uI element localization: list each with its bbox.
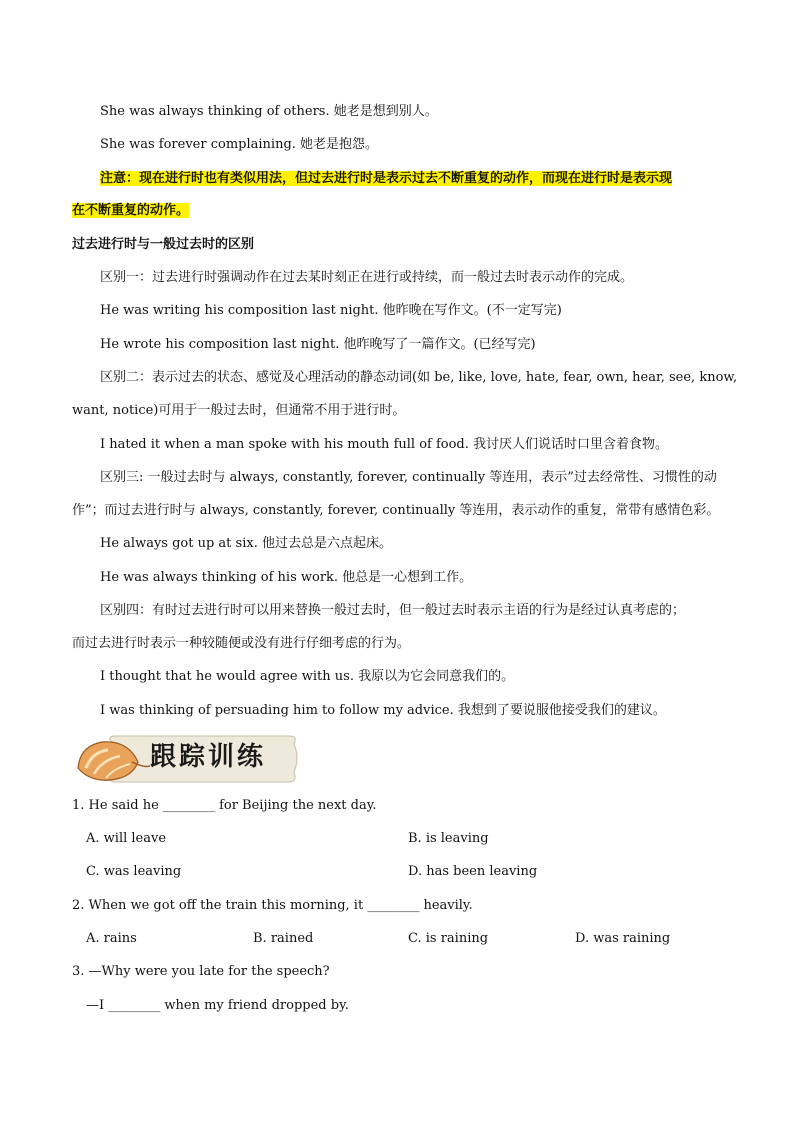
difference-line: 区别四：有时过去进行时可以用来替换一般过去时，但一般过去时表示主语的行为是经过认真考虑的；: [100, 603, 686, 618]
example-line: She was forever complaining. 她老是抱怨。: [100, 137, 379, 152]
example-line: He always got up at six. 他过去总是六点起床。: [100, 536, 392, 551]
difference-line: 区别二：表示过去的状态、感觉及心理活动的静态动词(如 be, like, love, hate, fear, own, hear, see, know,: [100, 370, 738, 385]
example-line: She was always thinking of others. 她老是想到别人。: [100, 104, 438, 119]
option-b: B. rained: [253, 931, 314, 946]
section-banner-title: 跟踪训练: [150, 742, 267, 772]
difference-line: 区别三: 一般过去时与 always, constantly, forever, continually 等连用，表示”过去经常性、习惯性的动: [100, 470, 717, 485]
difference-line: 作”；而过去进行时与 always, constantly, forever, continually 等连用，表示动作的重复，常带有感情色彩。: [72, 503, 720, 518]
option-d: D. has been leaving: [408, 864, 538, 879]
note-highlight: 注意：现在进行时也有类似用法，但过去进行时是表示过去不断重复的动作，而现在进行时是表示现: [100, 171, 673, 186]
example-line: I hated it when a man spoke with his mouth full of food. 我讨厌人们说话时口里含着食物。: [100, 437, 669, 452]
option-d: D. was raining: [575, 931, 671, 946]
question-3-answer-line: —I ________ when my friend dropped by.: [86, 998, 349, 1013]
note-line: [72, 202, 189, 220]
option-a: A. rains: [86, 931, 137, 946]
difference-line: 区别一：过去进行时强调动作在过去某时刻正在进行或持续，而一般过去时表示动作的完成。: [100, 270, 634, 285]
note-line: [100, 170, 672, 188]
option-b: B. is leaving: [408, 831, 489, 846]
difference-line: want, notice)可用于一般过去时，但通常不用于进行时。: [72, 403, 406, 418]
option-a: A. will leave: [86, 831, 167, 846]
example-line: He was writing his composition last night. 他昨晚在写作文。(不一定写完): [100, 303, 562, 318]
question-1: 1. He said he ________ for Beijing the next day.: [72, 798, 377, 813]
question-2: 2. When we got off the train this morning, it ________ heavily.: [72, 898, 473, 913]
example-line: He was always thinking of his work. 他总是一心想到工作。: [100, 570, 473, 585]
example-line: He wrote his composition last night. 他昨晚写了一篇作文。(已经写完): [100, 337, 536, 352]
example-line: I was thinking of persuading him to follow my advice. 我想到了要说服他接受我们的建议。: [100, 703, 666, 718]
question-3: 3. —Why were you late for the speech?: [72, 964, 330, 979]
option-c: C. was leaving: [86, 864, 182, 879]
section-heading: 过去进行时与一般过去时的区别: [72, 237, 255, 252]
difference-line: 而过去进行时表示一种较随便或没有进行仔细考虑的行为。: [72, 636, 411, 651]
note-highlight: 在不断重复的动作。: [72, 203, 190, 218]
example-line: I thought that he would agree with us. 我原以为它会同意我们的。: [100, 669, 515, 684]
option-c: C. is raining: [408, 931, 489, 946]
